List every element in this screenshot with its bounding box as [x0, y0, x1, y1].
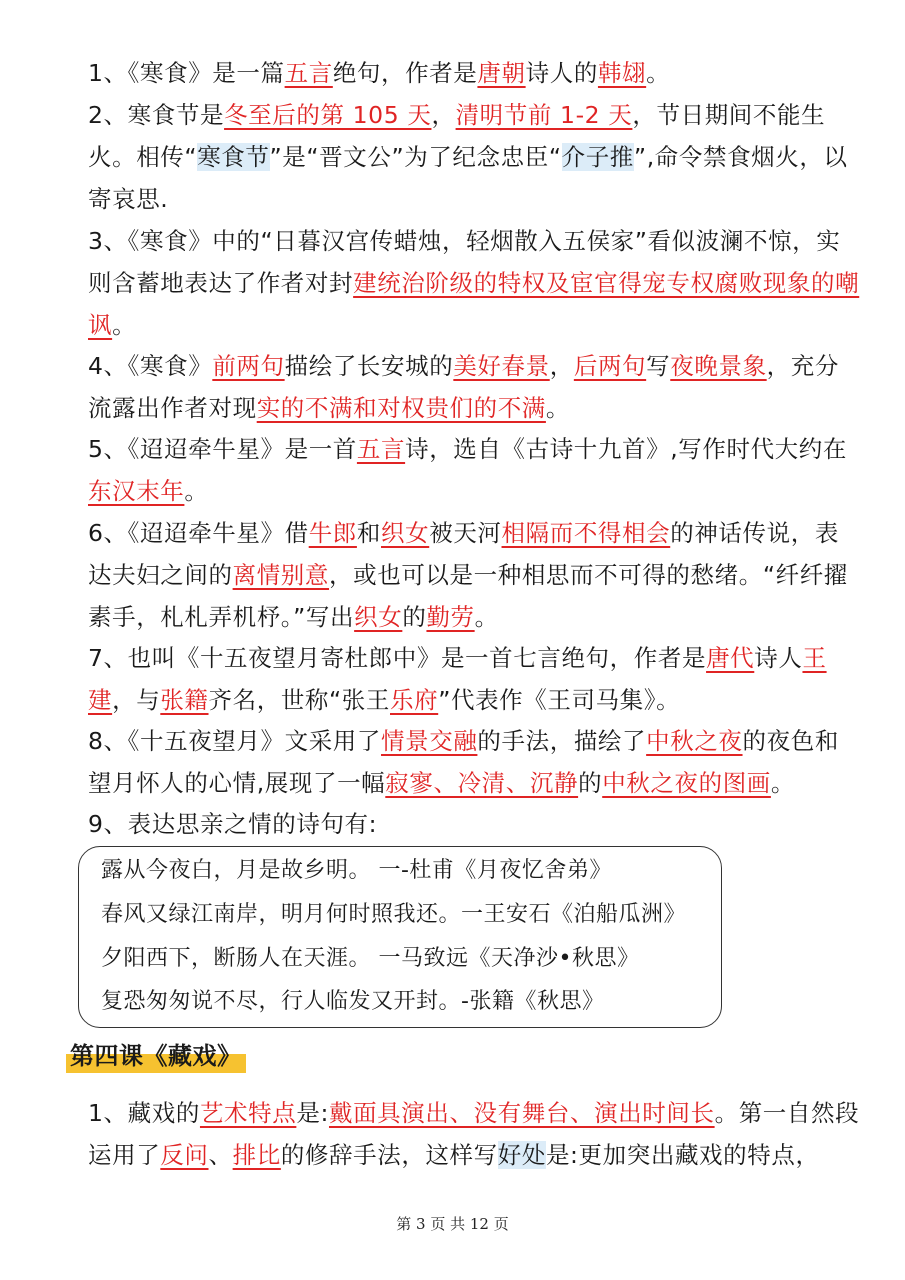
key-term: 五言 — [356, 435, 406, 463]
text: 。 — [112, 311, 137, 339]
text: 4、《寒食》 — [88, 352, 213, 380]
text: 1、藏戏的 — [88, 1099, 200, 1127]
note-item-5 — [88, 428, 860, 512]
text: 、 — [208, 1141, 233, 1169]
key-term: 排比 — [232, 1141, 281, 1169]
text: 的 — [402, 603, 427, 631]
key-term: 王建 — [88, 644, 827, 714]
highlighted-text: 介子推 — [561, 143, 634, 171]
note-item-2 — [88, 94, 860, 220]
text: 5、《迢迢牵牛星》是一首 — [88, 435, 357, 463]
poem-quote-box — [78, 846, 722, 1028]
key-term: 乐府 — [390, 686, 439, 714]
text: 2、寒食节是 — [88, 101, 225, 129]
key-term: 艺术特点 — [199, 1099, 297, 1127]
key-term: 建统治阶级的特权及宦官得宠专权腐败现象的嘲讽 — [88, 269, 860, 339]
text: 1、《寒食》是一篇 — [88, 59, 285, 87]
text: 。 — [545, 394, 571, 422]
text: ”,命令禁食烟火，以寄哀思. — [88, 143, 848, 213]
key-term: 唐代 — [706, 644, 755, 672]
text: 的夜色和望月怀人的心情,展现了一幅 — [88, 727, 839, 797]
key-term: 冬至后的第 105 天 — [224, 101, 432, 129]
text: 7、也叫《十五夜望月寄杜郎中》是一首七言绝句，作者是 — [88, 644, 707, 672]
note-item-1 — [88, 52, 860, 94]
key-term: 清明节前 1-2 天 — [455, 101, 633, 129]
text: 描绘了长安城的 — [284, 352, 454, 380]
text: 。 — [184, 477, 209, 505]
key-term: 前两句 — [212, 352, 285, 380]
text: 是:更加突出藏戏的特点， — [545, 1141, 820, 1169]
text: 诗人 — [754, 644, 803, 672]
text: 和 — [356, 519, 382, 547]
text: 的手法，描绘了 — [477, 727, 647, 755]
text: 是: — [296, 1099, 329, 1127]
text: 绝句，作者是 — [332, 59, 478, 87]
note-item-8 — [88, 720, 860, 804]
key-term: 五言 — [284, 59, 333, 87]
page-number-footer: 第 3 页 共 12 页 — [396, 1215, 509, 1233]
key-term: 实的不满和对权贵们的不满 — [256, 394, 546, 422]
poem-line: 露从今夜白，月是故乡明。 一-杜甫《月夜忆舍弟》 — [101, 858, 612, 883]
text: 。 — [474, 603, 499, 631]
key-term: 织女 — [381, 519, 430, 547]
key-term: 后两句 — [573, 352, 647, 380]
key-term: 织女 — [354, 603, 403, 631]
note-item-3 — [88, 220, 860, 346]
key-term: 寂寥、冷清、沉静 — [385, 769, 579, 797]
text: ，与 — [112, 686, 161, 714]
key-term: 中秋之夜 — [646, 727, 743, 755]
text: 的神话传说，表达夫妇之间的 — [88, 519, 839, 589]
text: 的 — [578, 769, 603, 797]
key-term: 戴面具演出、没有舞台、演出时间长 — [328, 1099, 715, 1127]
note-item-6 — [88, 512, 860, 638]
key-term: 东汉末年 — [88, 477, 185, 505]
text: 诗人的 — [525, 59, 598, 87]
highlighted-text: 好处 — [497, 1141, 546, 1169]
text: 齐名，世称“张王 — [208, 686, 390, 714]
text: 。第一自然段运用了 — [88, 1099, 860, 1169]
note-item-4 — [88, 345, 860, 429]
text: 诗，选自《古诗十九首》,写作时代大约在 — [405, 435, 847, 463]
text: 。 — [646, 59, 671, 87]
text: 的修辞手法，这样写 — [280, 1141, 498, 1169]
poem-line: 春风又绿江南岸，明月何时照我还。一王安石《泊船瓜洲》 — [101, 902, 687, 927]
text: ”是“晋文公”为了纪念忠臣“ — [269, 143, 562, 171]
highlighted-text: 寒食节 — [197, 143, 270, 171]
key-term: 情景交融 — [381, 727, 478, 755]
note-item-9 — [88, 803, 860, 845]
key-term: 唐朝 — [477, 59, 526, 87]
text: ”代表作《王司马集》。 — [438, 686, 681, 714]
text: ，或也可以是一种相思而不可得的愁绪。“纤纤擢素手，札札弄机杼。”写出 — [88, 561, 848, 631]
text: ， — [549, 352, 574, 380]
key-term: 美好春景 — [453, 352, 550, 380]
key-term: 反问 — [160, 1141, 209, 1169]
key-term: 牛郎 — [308, 519, 357, 547]
text: ， — [431, 101, 456, 129]
key-term: 相隔而不得相会 — [501, 519, 671, 547]
key-term: 勤劳 — [426, 603, 475, 631]
lesson-title: 第四课《藏戏》 — [66, 1036, 246, 1076]
key-term: 张籍 — [160, 686, 209, 714]
text: ，节日期间不能生火。相传“ — [88, 101, 826, 171]
text: 3、《寒食》中的“日暮汉宫传蜡烛，轻烟散入五侯家”看似波澜不惊，实则含蓄地表达了作者对封 — [88, 227, 841, 297]
text: 。 — [770, 769, 796, 797]
text: 被天河 — [429, 519, 502, 547]
text: 6、《迢迢牵牛星》借 — [88, 519, 309, 547]
text: 写 — [646, 352, 671, 380]
poem-line: 夕阳西下，断肠人在天涯。 一马致远《天净沙•秋思》 — [101, 946, 640, 971]
text: 9、表达思亲之情的诗句有: — [88, 810, 378, 838]
key-term: 夜晚景象 — [670, 352, 767, 380]
note-item-7 — [88, 637, 860, 721]
text: ，充分流露出作者对现 — [88, 352, 839, 422]
key-term: 离情别意 — [232, 561, 330, 589]
lesson-item-1 — [88, 1092, 860, 1176]
key-term: 韩翃 — [597, 59, 647, 87]
text: 8、《十五夜望月》文采用了 — [88, 727, 382, 755]
key-term: 中秋之夜的图画 — [602, 769, 771, 797]
poem-line: 复恐匆匆说不尽，行人临发又开封。-张籍《秋思》 — [101, 989, 605, 1014]
